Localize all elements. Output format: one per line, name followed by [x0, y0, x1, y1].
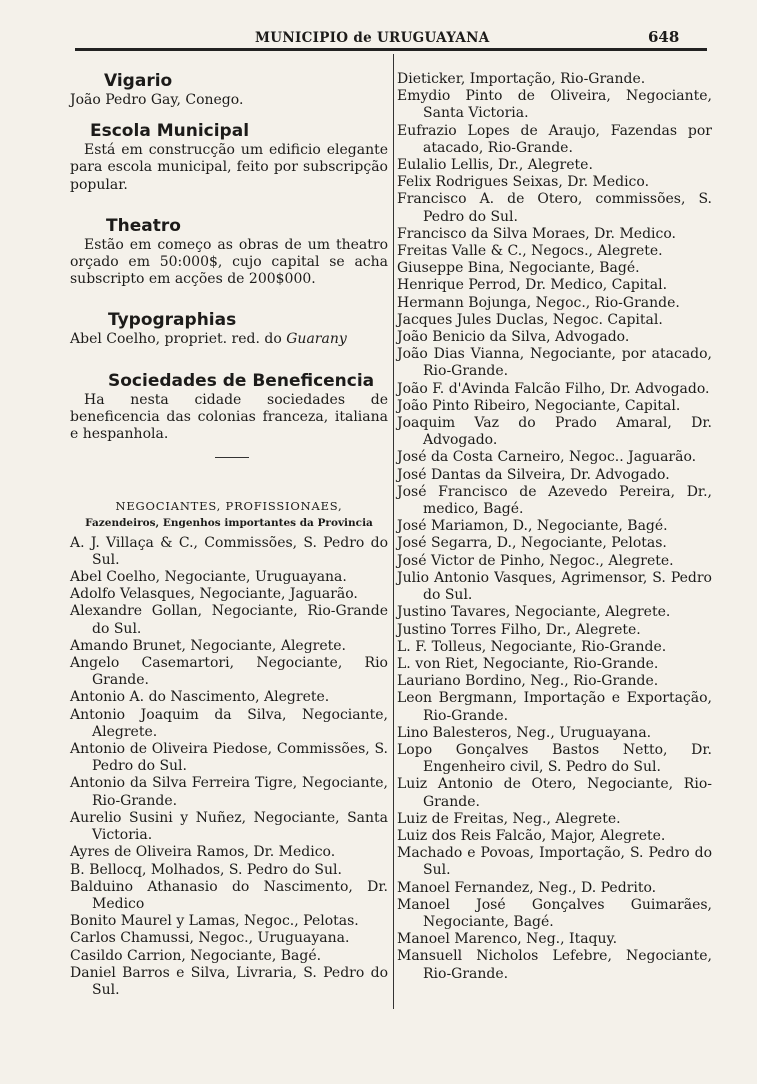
directory-entry: Adolfo Velasques, Negociante, Jaguarão. — [70, 586, 358, 603]
directory-entry: Carlos Chamussi, Negoc., Uruguayana. — [70, 930, 350, 947]
typographias-text — [70, 331, 388, 348]
directory-entry: Mansuell Nicholos Lefebre, Negociante, Rio-Grande. — [397, 948, 712, 982]
directory-entry: Antonio da Silva Ferreira Tigre, Negociante, Rio-Grande. — [70, 775, 388, 809]
section-rule — [215, 457, 249, 458]
directory-entry: Luiz de Freitas, Neg., Alegrete. — [397, 810, 621, 827]
directory-entry: Leon Bergmann, Importação e Exportação, Rio-Grande. — [397, 690, 712, 724]
directory-entry: Luiz dos Reis Falcão, Major, Alegrete. — [397, 827, 666, 844]
directory-entry: Jacques Jules Duclas, Negoc. Capital. — [397, 311, 663, 328]
directory-entry: José da Costa Carneiro, Negoc.. Jaguarão. — [397, 449, 697, 466]
directory-entry: Eufrazio Lopes de Araujo, Fazendas por atacado, Rio-Grande. — [397, 122, 712, 156]
typographias-heading: Typographias — [108, 310, 237, 331]
directory-entry: João F. d'Avinda Falcão Filho, Dr. Advogado. — [397, 380, 710, 397]
directory-entry: José Victor de Pinho, Negoc., Alegrete. — [397, 552, 674, 569]
directory-entry: José Dantas da Silveira, Dr. Advogado. — [397, 466, 670, 483]
directory-entry: Lauriano Bordino, Neg., Rio-Grande. — [397, 673, 659, 690]
directory-entry: Justino Torres Filho, Dr., Alegrete. — [397, 621, 641, 638]
directory-entry: Lino Balesteros, Neg., Uruguayana. — [397, 724, 652, 741]
directory-entry: Freitas Valle & C., Negocs., Alegrete. — [397, 243, 663, 260]
directory-entry: José Francisco de Azevedo Pereira, Dr., medico, Bagé. — [397, 483, 712, 518]
page-header — [0, 0, 757, 48]
typographias-owner: Abel Coelho, propriet. red. do — [70, 331, 287, 348]
right-column — [397, 71, 712, 983]
directory-entry: Aurelio Susini y Nuñez, Negociante, Santa Victoria. — [70, 809, 388, 844]
directory-entry: Manoel Marenco, Neg., Itaquy. — [397, 931, 618, 948]
directory-entry: Manoel José Gonçalves Guimarães, Negociante, Bagé. — [397, 896, 712, 930]
vigario-heading: Vigario — [104, 71, 173, 91]
directory-entry: Joaquim Vaz do Prado Amaral, Dr. Advogado. — [397, 415, 712, 449]
column-divider — [393, 54, 394, 1009]
sociedades-text: Ha nesta cidade sociedades de beneficencia das colonias franceza, italiana e hespanhola. — [70, 391, 388, 443]
directory-entry: Francisco A. de Otero, commissões, S. Pedro do Sul. — [397, 191, 712, 225]
directory-entry: Dieticker, Importação, Rio-Grande. — [397, 71, 646, 87]
header-rule — [75, 48, 707, 51]
directory-entry: Felix Rodrigues Seixas, Dr. Medico. — [397, 174, 650, 191]
negociantes-title: NEGOCIANTES, PROFISSIONAES, — [115, 499, 343, 514]
directory-entry: Ayres de Oliveira Ramos, Dr. Medico. — [70, 844, 336, 861]
directory-entry: Balduino Athanasio do Nascimento, Dr. Medico — [70, 878, 388, 912]
directory-entry: Abel Coelho, Negociante, Uruguayana. — [70, 569, 347, 586]
directory-entry: João Benicio da Silva, Advogado. — [397, 329, 630, 346]
vigario-text: João Pedro Gay, Conego. — [70, 92, 244, 108]
left-column — [70, 71, 388, 999]
directory-entry: João Dias Vianna, Negociante, por atacado, Rio-Grande. — [397, 346, 712, 380]
directory-entry: José Mariamon, D., Negociante, Bagé. — [397, 518, 668, 535]
directory-entry: Justino Tavares, Negociante, Alegrete. — [397, 604, 671, 621]
directory-entry: Antonio Joaquim da Silva, Negociante, Alegrete. — [70, 706, 388, 740]
escola-heading: Escola Municipal — [90, 121, 250, 142]
directory-entry: Julio Antonio Vasques, Agrimensor, S. Pedro do Sul. — [397, 569, 712, 604]
running-title: MUNICIPIO de URUGUAYANA — [255, 30, 490, 46]
directory-entry: Amando Brunet, Negociante, Alegrete. — [70, 637, 347, 654]
directory-entry: Hermann Bojunga, Negoc., Rio-Grande. — [397, 294, 680, 311]
directory-entry: A. J. Villaça & C., Commissões, S. Pedro do Sul. — [70, 534, 388, 568]
directory-entry: Lopo Gonçalves Bastos Netto, Dr. Engenheiro civil, S. Pedro do Sul. — [397, 741, 712, 776]
directory-entry: Emydio Pinto de Oliveira, Negociante, Santa Victoria. — [397, 88, 712, 122]
directory-entry: Antonio A. do Nascimento, Alegrete. — [70, 689, 330, 706]
directory-entry: Giuseppe Bina, Negociante, Bagé. — [397, 260, 640, 277]
escola-text: Está em construcção um edificio elegante para escola municipal, feito por subscripção popular. — [70, 142, 388, 193]
sociedades-heading: Sociedades de Beneficencia — [108, 370, 375, 391]
directory-entry: Manoel Fernandez, Neg., D. Pedrito. — [397, 879, 657, 896]
left-entry-list — [70, 535, 388, 999]
directory-entry: Francisco da Silva Moraes, Dr. Medico. — [397, 225, 676, 242]
negociantes-subtitle: Fazendeiros, Engenhos importantes da Provincia — [85, 517, 373, 530]
right-entry-list — [397, 71, 712, 983]
directory-entry: Henrique Perrod, Dr. Medico, Capital. — [397, 277, 668, 294]
directory-entry: Daniel Barros e Silva, Livraria, S. Pedro do Sul. — [70, 964, 388, 998]
page-number: 648 — [648, 28, 680, 46]
directory-entry: L. von Riet, Negociante, Rio-Grande. — [397, 655, 659, 672]
directory-entry: Luiz Antonio de Otero, Negociante, Rio-Grande. — [397, 776, 712, 810]
directory-entry: Bonito Maurel y Lamas, Negoc., Pelotas. — [70, 913, 359, 930]
directory-entry: L. F. Tolleus, Negociante, Rio-Grande. — [397, 638, 667, 655]
directory-entry: Machado e Povoas, Importação, S. Pedro do Sul. — [397, 845, 712, 879]
directory-entry: Alexandre Gollan, Negociante, Rio-Grande do Sul. — [70, 603, 388, 637]
directory-entry: Antonio de Oliveira Piedose, Commissões, S. Pedro do Sul. — [70, 741, 388, 775]
directory-entry: Angelo Casemartori, Negociante, Rio Grande. — [70, 655, 388, 689]
theatro-text: Estão em começo as obras de um theatro orçado em 50:000$, cujo capital se acha subscripto em acções de 200$000. — [70, 236, 388, 288]
directory-entry: Casildo Carrion, Negociante, Bagé. — [70, 947, 322, 964]
directory-entry: José Segarra, D., Negociante, Pelotas. — [397, 535, 667, 552]
theatro-heading: Theatro — [106, 215, 181, 236]
directory-entry: B. Bellocq, Molhados, S. Pedro do Sul. — [70, 861, 342, 878]
directory-entry: João Pinto Ribeiro, Negociante, Capital. — [397, 397, 681, 414]
directory-entry: Eulalio Lellis, Dr., Alegrete. — [397, 157, 593, 174]
typographias-paper: Guarany — [286, 331, 347, 348]
